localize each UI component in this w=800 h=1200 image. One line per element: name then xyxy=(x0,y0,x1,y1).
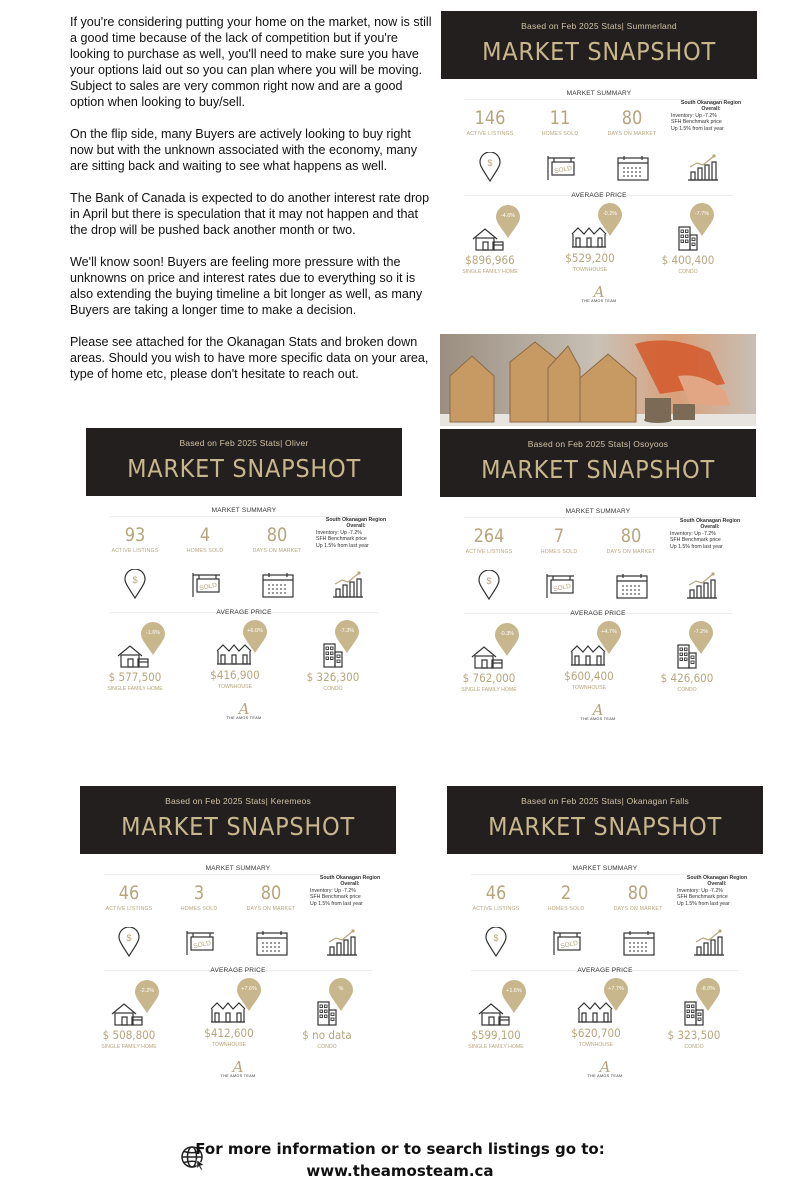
condo-change-value: -7.7% xyxy=(694,211,710,217)
active-listings-stat xyxy=(455,107,525,137)
region-line: Up 1.5% from last year xyxy=(677,900,730,907)
homes-sold-value: 11 xyxy=(549,107,571,129)
snapshot-header xyxy=(440,429,756,497)
sfh-price xyxy=(451,1028,541,1050)
active-listings-label: ACTIVE LISTINGS xyxy=(466,131,514,137)
townhouse-price xyxy=(551,1026,641,1048)
svg-text:$: $ xyxy=(493,933,499,943)
homes-sold-value: 2 xyxy=(560,882,572,904)
condo-price-label: CONDO xyxy=(317,1044,337,1050)
homes-sold-stat xyxy=(164,882,234,912)
svg-text:SOLD: SOLD xyxy=(559,939,579,951)
single-family-house-icon xyxy=(471,227,505,256)
region-line: SFH Benchmark price xyxy=(670,537,721,544)
days-on-market-label: DAYS ON MARKET xyxy=(613,906,663,912)
days-on-market-value: 80 xyxy=(266,524,288,546)
condo-price-label: CONDO xyxy=(678,269,698,275)
region-line: SFH Benchmark price xyxy=(316,536,367,543)
condo-price-value: $ 326,300 xyxy=(306,670,360,684)
region-line: SFH Benchmark price xyxy=(310,894,361,901)
snapshot-header xyxy=(441,11,757,79)
sold-sign-icon xyxy=(551,930,583,961)
svg-text:SOLD: SOLD xyxy=(553,164,573,176)
snapshot-title: MARKET SNAPSHOT xyxy=(127,454,361,483)
condo-price xyxy=(282,1028,372,1050)
svg-text:SOLD: SOLD xyxy=(192,939,212,951)
days-on-market-value: 80 xyxy=(621,107,643,129)
calendar-icon xyxy=(623,930,655,961)
condo-building-icon xyxy=(322,642,344,673)
snapshot-subtitle: Based on Feb 2025 Stats| Osoyoos xyxy=(527,439,669,449)
sfh-price-value: $896,966 xyxy=(465,253,515,267)
single-family-house-icon xyxy=(110,1002,144,1031)
homes-sold-stat xyxy=(170,524,240,554)
region-line: Up 1.5% from last year xyxy=(670,543,723,550)
condo-building-icon xyxy=(683,1000,705,1031)
region-heading: South Okanagan Region Overall: xyxy=(686,875,748,888)
townhouse-price-value: $416,900 xyxy=(210,668,260,682)
amos-team-logo xyxy=(568,703,628,721)
townhouse-change-value: +7.7% xyxy=(608,986,624,992)
svg-text:$: $ xyxy=(126,933,132,943)
sfh-price xyxy=(84,1028,174,1050)
amos-team-logo xyxy=(569,285,629,303)
townhouse-price xyxy=(544,669,634,691)
intro-paragraph: If you're considering putting your home on the market, now is still a good time because of the lack of competition but if you're looking to purchase as well, you'll need to make sure you have your options laid out so you can plan where you will be moving. Subject to sales are very common right now and are a good option when looking to buy/sell. xyxy=(70,15,432,109)
townhouse-price-label: TOWNHOUSE xyxy=(578,1042,614,1048)
townhouse-icon xyxy=(571,226,607,253)
condo-price xyxy=(643,253,733,275)
market-snapshot-card xyxy=(440,429,756,737)
homes-sold-value: 7 xyxy=(553,525,565,547)
condo-price-label: CONDO xyxy=(677,687,697,693)
location-dollar-icon xyxy=(479,152,501,187)
homes-sold-label: HOMES SOLD xyxy=(180,906,218,912)
location-dollar-icon xyxy=(118,927,140,962)
svg-text:SOLD: SOLD xyxy=(198,581,218,593)
townhouse-icon xyxy=(210,1001,246,1028)
snapshot-body xyxy=(80,854,396,1094)
region-heading: South Okanagan Region Overall: xyxy=(325,517,387,530)
days-on-market-label: DAYS ON MARKET xyxy=(607,131,657,137)
logo-text: THE AMOS TEAM xyxy=(220,1074,256,1078)
sold-sign-icon xyxy=(184,930,216,961)
sfh-price-value: $599,100 xyxy=(471,1028,521,1042)
logo-mark: A xyxy=(592,701,604,719)
townhouse-price xyxy=(545,251,635,273)
calendar-icon xyxy=(616,573,648,604)
sfh-price xyxy=(444,671,534,693)
average-price-label: AVERAGE PRICE xyxy=(210,967,266,974)
active-listings-stat xyxy=(94,882,164,912)
condo-change-value: -8.0% xyxy=(700,986,716,992)
condo-price-label: CONDO xyxy=(684,1044,704,1050)
condo-price-value: $ 426,600 xyxy=(660,671,714,685)
snapshot-subtitle: Based on Feb 2025 Stats| Summerland xyxy=(521,21,677,31)
homes-sold-value: 3 xyxy=(193,882,205,904)
region-overall-note xyxy=(671,100,751,132)
snapshot-subtitle: Based on Feb 2025 Stats| Oliver xyxy=(179,438,309,448)
intro-paragraph: On the flip side, many Buyers are actively looking to buy right now but with the unknown associated with the economy, many are sitting back and waiting to see what happens as well. xyxy=(70,127,417,173)
townhouse-price-value: $412,600 xyxy=(204,1026,254,1040)
svg-text:$: $ xyxy=(132,575,138,585)
townhouse-price xyxy=(190,668,280,690)
sfh-price-label: SINGLE FAMILY HOME xyxy=(107,686,163,692)
homes-sold-label: HOMES SOLD xyxy=(540,549,578,555)
sold-sign-icon xyxy=(544,573,576,604)
active-listings-label: ACTIVE LISTINGS xyxy=(465,549,513,555)
intro-paragraph: We'll know soon! Buyers are feeling more pressure with the unknowns on price and interest rates due to everything so it is also extending the buying timeline a bit longer as well, as many Buyers are taking a longer time to make a decision. xyxy=(70,255,423,317)
region-heading: South Okanagan Region Overall: xyxy=(319,875,381,888)
townhouse-price-value: $529,200 xyxy=(565,251,615,265)
growth-chart-icon xyxy=(686,571,718,604)
amos-team-logo xyxy=(214,702,274,720)
snapshot-header xyxy=(86,428,402,496)
svg-text:$: $ xyxy=(487,158,493,168)
logo-mark: A xyxy=(238,700,250,718)
region-overall-note xyxy=(677,875,757,907)
active-listings-label: ACTIVE LISTINGS xyxy=(111,548,159,554)
townhouse-change-value: +4.7% xyxy=(601,629,617,635)
region-line: Inventory: Up -7.2% xyxy=(316,529,362,536)
days-on-market-label: DAYS ON MARKET xyxy=(246,906,296,912)
market-summary-label: MARKET SUMMARY xyxy=(565,508,631,515)
townhouse-change-value: -0.2% xyxy=(602,211,618,217)
logo-text: THE AMOS TEAM xyxy=(580,717,616,721)
homes-sold-stat xyxy=(524,525,594,555)
region-line: Inventory: Up -7.2% xyxy=(677,887,723,894)
region-line: SFH Benchmark price xyxy=(671,119,722,126)
intro-paragraph: The Bank of Canada is expected to do another interest rate drop in April but there is speculation that it may not happen and that the drop will be pushed back another month or two. xyxy=(70,191,430,237)
growth-chart-icon xyxy=(332,570,364,603)
logo-text: THE AMOS TEAM xyxy=(581,299,617,303)
intro-paragraph: Please see attached for the Okanagan Stats and broken down areas. Should you wish to have more specific data on your area, type of home etc, please don't hesitate to reach out. xyxy=(70,335,429,381)
condo-building-icon xyxy=(676,643,698,674)
sfh-price-value: $ 762,000 xyxy=(462,671,516,685)
sfh-price-value: $ 508,800 xyxy=(102,1028,156,1042)
days-on-market-label: DAYS ON MARKET xyxy=(606,549,656,555)
active-listings-label: ACTIVE LISTINGS xyxy=(472,906,520,912)
amos-team-logo xyxy=(575,1060,635,1078)
days-on-market-value: 80 xyxy=(260,882,282,904)
calendar-icon xyxy=(617,155,649,186)
sfh-change-value: -4.6% xyxy=(500,213,516,219)
snapshot-subtitle: Based on Feb 2025 Stats| Keremeos xyxy=(165,796,311,806)
condo-building-icon xyxy=(316,1000,338,1031)
townhouse-change-value: +7.6% xyxy=(241,986,257,992)
logo-text: THE AMOS TEAM xyxy=(226,716,262,720)
market-summary-label: MARKET SUMMARY xyxy=(211,507,277,514)
market-snapshot-card xyxy=(80,786,396,1094)
logo-text: THE AMOS TEAM xyxy=(587,1074,623,1078)
region-line: Up 1.5% from last year xyxy=(671,125,724,132)
sfh-price xyxy=(90,670,180,692)
snapshot-body xyxy=(447,854,763,1094)
region-heading: South Okanagan Region Overall: xyxy=(679,518,741,531)
average-price-label: AVERAGE PRICE xyxy=(571,192,627,199)
location-dollar-icon xyxy=(124,569,146,604)
days-on-market-stat xyxy=(603,882,673,912)
active-listings-value: 264 xyxy=(473,525,505,547)
homes-sold-value: 4 xyxy=(199,524,211,546)
amos-team-logo xyxy=(208,1060,268,1078)
location-dollar-icon xyxy=(485,927,507,962)
calendar-icon xyxy=(262,572,294,603)
average-price-label: AVERAGE PRICE xyxy=(577,967,633,974)
region-line: Inventory: Up -7.2% xyxy=(310,887,356,894)
sold-sign-icon xyxy=(190,572,222,603)
homes-sold-stat xyxy=(525,107,595,137)
sold-sign-icon xyxy=(545,155,577,186)
calendar-icon xyxy=(256,930,288,961)
market-snapshot-card xyxy=(447,786,763,1094)
growth-chart-icon xyxy=(693,928,725,961)
footer xyxy=(0,1138,800,1182)
active-listings-stat xyxy=(100,524,170,554)
snapshot-title: MARKET SNAPSHOT xyxy=(482,37,716,66)
homes-sold-label: HOMES SOLD xyxy=(186,548,224,554)
condo-price-value: $ 323,500 xyxy=(667,1028,721,1042)
active-listings-value: 146 xyxy=(474,107,506,129)
condo-price xyxy=(642,671,732,693)
growth-chart-icon xyxy=(326,928,358,961)
snapshot-title: MARKET SNAPSHOT xyxy=(121,812,355,841)
townhouse-icon xyxy=(570,644,606,671)
logo-mark: A xyxy=(599,1058,611,1076)
townhouse-price-value: $620,700 xyxy=(571,1026,621,1040)
region-overall-note xyxy=(670,518,750,550)
average-price-label: AVERAGE PRICE xyxy=(216,609,272,616)
townhouse-price xyxy=(184,1026,274,1048)
townhouse-icon xyxy=(216,643,252,670)
single-family-house-icon xyxy=(477,1002,511,1031)
condo-change-value: -7.3% xyxy=(339,628,355,634)
region-overall-note xyxy=(310,875,390,907)
townhouse-price-value: $600,400 xyxy=(564,669,614,683)
townhouse-price-label: TOWNHOUSE xyxy=(571,685,607,691)
townhouse-change-value: +6.0% xyxy=(247,628,263,634)
growth-chart-icon xyxy=(687,153,719,186)
active-listings-stat xyxy=(454,525,524,555)
svg-text:$: $ xyxy=(486,576,492,586)
sfh-price-value: $ 577,500 xyxy=(108,670,162,684)
condo-price-label: CONDO xyxy=(323,686,343,692)
average-price-label: AVERAGE PRICE xyxy=(570,610,626,617)
days-on-market-value: 80 xyxy=(620,525,642,547)
region-line: Inventory: Up -7.2% xyxy=(671,112,717,119)
sfh-change-value: -0.3% xyxy=(499,631,515,637)
single-family-house-icon xyxy=(470,645,504,674)
sfh-price-label: SINGLE FAMILY HOME xyxy=(461,687,517,693)
sfh-price xyxy=(445,253,535,275)
homes-sold-label: HOMES SOLD xyxy=(541,131,579,137)
snapshot-body xyxy=(440,497,756,737)
intro-text xyxy=(70,14,432,382)
market-snapshot-card xyxy=(86,428,402,736)
days-on-market-stat xyxy=(236,882,306,912)
footer-website-link[interactable]: www.theamosteam.ca xyxy=(306,1162,494,1180)
market-summary-label: MARKET SUMMARY xyxy=(566,90,632,97)
houses-photo xyxy=(440,334,756,426)
active-listings-value: 46 xyxy=(118,882,140,904)
days-on-market-value: 80 xyxy=(627,882,649,904)
active-listings-value: 93 xyxy=(124,524,146,546)
market-snapshot-card xyxy=(441,11,757,319)
sfh-change-value: -1.6% xyxy=(145,630,161,636)
svg-text:SOLD: SOLD xyxy=(552,582,572,594)
market-summary-label: MARKET SUMMARY xyxy=(205,865,271,872)
days-on-market-stat xyxy=(597,107,667,137)
region-line: Up 1.5% from last year xyxy=(316,542,369,549)
region-line: Up 1.5% from last year xyxy=(310,900,363,907)
snapshot-subtitle: Based on Feb 2025 Stats| Okanagan Falls xyxy=(521,796,689,806)
market-summary-label: MARKET SUMMARY xyxy=(572,865,638,872)
condo-change-value: % xyxy=(338,986,344,992)
condo-building-icon xyxy=(677,225,699,256)
snapshot-body xyxy=(86,496,402,736)
logo-mark: A xyxy=(232,1058,244,1076)
homes-sold-label: HOMES SOLD xyxy=(547,906,585,912)
snapshot-body xyxy=(441,79,757,319)
region-line: Inventory: Up -7.2% xyxy=(670,530,716,537)
condo-price xyxy=(288,670,378,692)
region-heading: South Okanagan Region Overall: xyxy=(680,100,742,113)
sfh-change-value: -2.2% xyxy=(139,988,155,994)
townhouse-icon xyxy=(577,1001,613,1028)
sfh-change-value: +1.6% xyxy=(506,988,522,994)
condo-price xyxy=(649,1028,739,1050)
days-on-market-stat xyxy=(242,524,312,554)
region-line: SFH Benchmark price xyxy=(677,894,728,901)
active-listings-value: 46 xyxy=(485,882,507,904)
sfh-price-label: SINGLE FAMILY HOME xyxy=(101,1044,157,1050)
snapshot-title: MARKET SNAPSHOT xyxy=(488,812,722,841)
condo-change-value: -7.2% xyxy=(693,629,709,635)
single-family-house-icon xyxy=(116,644,150,673)
active-listings-stat xyxy=(461,882,531,912)
sfh-price-label: SINGLE FAMILY HOME xyxy=(462,269,518,275)
townhouse-price-label: TOWNHOUSE xyxy=(211,1042,247,1048)
townhouse-price-label: TOWNHOUSE xyxy=(572,267,608,273)
footer-info-text: For more information or to search listings go to: xyxy=(195,1140,605,1158)
snapshot-title: MARKET SNAPSHOT xyxy=(481,455,715,484)
snapshot-header xyxy=(447,786,763,854)
snapshot-header xyxy=(80,786,396,854)
days-on-market-stat xyxy=(596,525,666,555)
condo-price-value: $ no data xyxy=(302,1028,352,1042)
active-listings-label: ACTIVE LISTINGS xyxy=(105,906,153,912)
logo-mark: A xyxy=(593,283,605,301)
location-dollar-icon xyxy=(478,570,500,605)
townhouse-price-label: TOWNHOUSE xyxy=(217,684,253,690)
region-overall-note xyxy=(316,517,396,549)
days-on-market-label: DAYS ON MARKET xyxy=(252,548,302,554)
homes-sold-stat xyxy=(531,882,601,912)
condo-price-value: $ 400,400 xyxy=(661,253,715,267)
sfh-price-label: SINGLE FAMILY HOME xyxy=(468,1044,524,1050)
